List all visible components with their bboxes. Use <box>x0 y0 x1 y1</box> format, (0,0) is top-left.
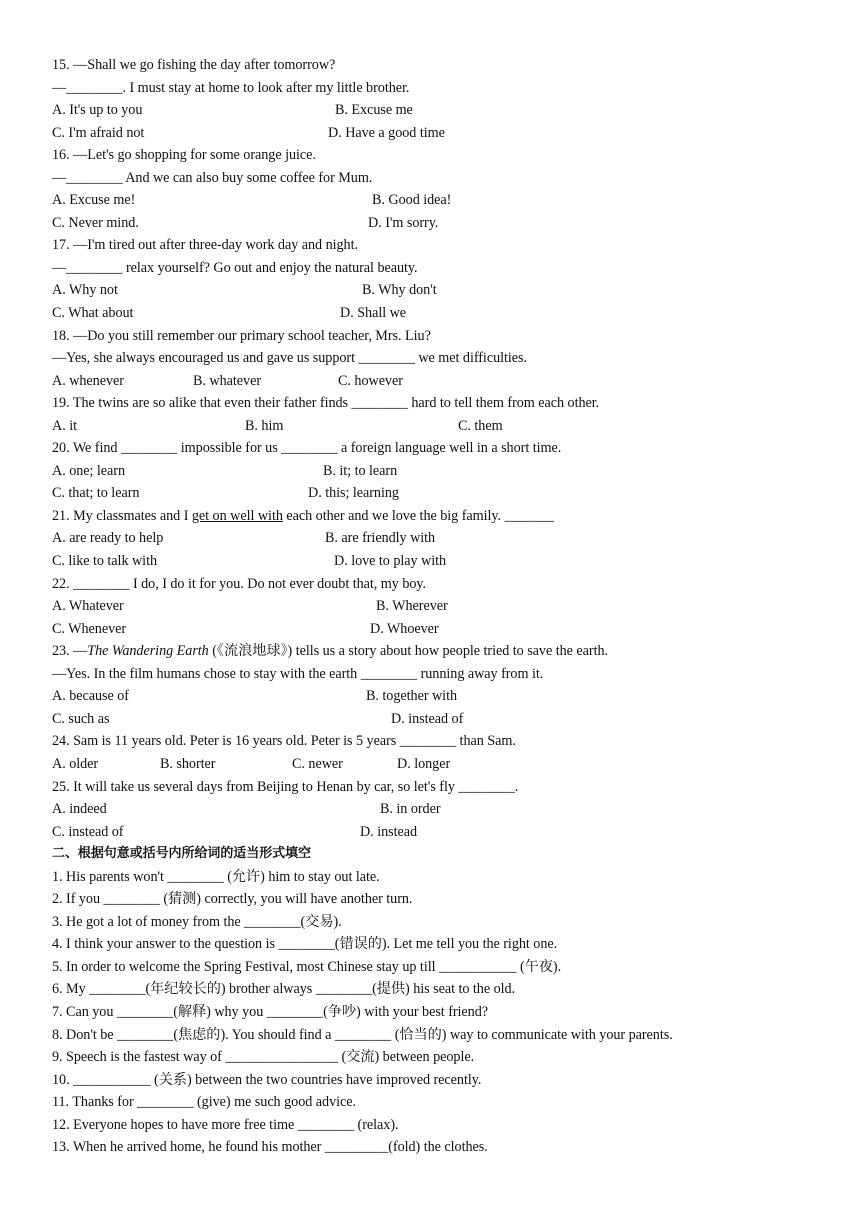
question-stem: 19. The twins are so alike that even their father finds ________ hard to tell them from each other. <box>52 395 600 412</box>
option-row <box>52 798 832 821</box>
option-row <box>52 122 832 145</box>
option-d: D. instead of <box>391 710 464 727</box>
option-c: C. I'm afraid not <box>52 124 145 141</box>
question-reply: —Yes. In the film humans chose to stay with the earth ________ running away from it. <box>52 665 544 682</box>
option-row <box>52 753 832 776</box>
option-b: B. Why don't <box>362 282 437 299</box>
option-a: A. older <box>52 755 99 772</box>
question-stem: 20. We find ________ impossible for us ________ a foreign language well in a short time. <box>52 440 562 457</box>
question-stem: 21. My classmates and I get on well with each other and we love the big family. _______ <box>52 507 554 524</box>
question-stem: 17. —I'm tired out after three-day work day and night. <box>52 237 358 254</box>
option-row <box>52 212 832 235</box>
option-d: D. longer <box>397 755 451 772</box>
option-c: C. such as <box>52 710 110 727</box>
option-b: B. whatever <box>193 372 261 389</box>
option-row <box>52 550 832 573</box>
option-c: C. Never mind. <box>52 214 139 231</box>
option-a: A. whenever <box>52 372 124 389</box>
fill-item: 8. Don't be ________(焦虑的). You should find a ________ (恰当的) way to communicate with your parents. <box>52 1026 673 1043</box>
option-row <box>52 685 832 708</box>
option-a: A. because of <box>52 688 129 705</box>
option-row <box>52 708 832 731</box>
question-stem: 23. —The Wandering Earth (《流浪地球》) tells us a story about how people tried to save the earth. <box>52 643 608 660</box>
option-b: B. him <box>245 417 284 434</box>
option-row <box>52 415 832 438</box>
fill-item: 1. His parents won't ________ (允许) him to stay out late. <box>52 868 380 885</box>
fill-item: 10. ___________ (关系) between the two countries have improved recently. <box>52 1071 482 1088</box>
question-stem: 15. —Shall we go fishing the day after tomorrow? <box>52 57 336 73</box>
fill-item: 7. Can you ________(解释) why you ________(争吵) with your best friend? <box>52 1003 489 1020</box>
option-b: B. Excuse me <box>335 102 413 119</box>
option-b: B. Wherever <box>376 598 448 615</box>
option-row <box>52 279 832 302</box>
option-c: C. Whenever <box>52 620 127 637</box>
fill-item: 4. I think your answer to the question is ________(错误的). Let me tell you the right one. <box>52 936 558 953</box>
option-row <box>52 527 832 550</box>
option-d: D. Shall we <box>340 305 407 322</box>
question-reply: —________. I must stay at home to look after my little brother. <box>52 79 410 96</box>
option-a: A. Why not <box>52 282 118 299</box>
question-stem: 18. —Do you still remember our primary school teacher, Mrs. Liu? <box>52 327 431 344</box>
option-d: D. Whoever <box>370 620 439 637</box>
option-row <box>52 302 832 325</box>
option-a: A. one; learn <box>52 462 126 479</box>
question-stem: 24. Sam is 11 years old. Peter is 16 years old. Peter is 5 years ________ than Sam. <box>52 733 516 750</box>
option-row <box>52 821 832 844</box>
worksheet <box>52 54 832 1159</box>
film-title: The Wandering Earth <box>87 643 209 660</box>
fill-item: 2. If you ________ (猜测) correctly, you will have another turn. <box>52 891 413 908</box>
option-a: A. indeed <box>52 801 107 818</box>
section-heading: 二、根据句意或括号内所给词的适当形式填空 <box>52 846 312 862</box>
question-reply: —________ And we can also buy some coffee for Mum. <box>52 169 373 186</box>
option-a: A. Whatever <box>52 598 124 615</box>
question-stem: 16. —Let's go shopping for some orange juice. <box>52 147 316 164</box>
option-a: A. are ready to help <box>52 530 164 547</box>
option-row <box>52 370 832 393</box>
fill-item: 11. Thanks for ________ (give) me such good advice. <box>52 1094 356 1111</box>
option-b: B. shorter <box>160 755 216 772</box>
option-row <box>52 460 832 483</box>
option-row <box>52 482 832 505</box>
option-b: B. are friendly with <box>325 530 436 547</box>
question-reply: —Yes, she always encouraged us and gave us support ________ we met difficulties. <box>52 350 528 367</box>
question-stem: 22. ________ I do, I do it for you. Do not ever doubt that, my boy. <box>52 575 427 592</box>
option-b: B. Good idea! <box>372 192 452 209</box>
fill-item: 6. My ________(年纪较长的) brother always ________(提供) his seat to the old. <box>52 981 516 998</box>
option-d: D. Have a good time <box>328 124 445 141</box>
fill-item: 5. In order to welcome the Spring Festival, most Chinese stay up till ___________ (午夜). <box>52 958 562 975</box>
option-d: D. this; learning <box>308 485 399 502</box>
fill-item: 13. When he arrived home, he found his mother _________(fold) the clothes. <box>52 1139 488 1156</box>
fill-item: 12. Everyone hopes to have more free time ________ (relax). <box>52 1116 399 1133</box>
option-c: C. instead of <box>52 823 124 840</box>
option-d: D. instead <box>360 823 418 840</box>
option-row <box>52 595 832 618</box>
option-b: B. it; to learn <box>323 462 398 479</box>
option-a: A. It's up to you <box>52 102 143 119</box>
option-b: B. together with <box>366 688 458 705</box>
option-c: C. like to talk with <box>52 553 158 570</box>
option-row <box>52 99 832 122</box>
option-row <box>52 618 832 641</box>
option-c: C. What about <box>52 305 134 322</box>
option-d: D. I'm sorry. <box>368 214 439 231</box>
option-d: D. love to play with <box>334 553 447 570</box>
fill-item: 9. Speech is the fastest way of ________________ (交流) between people. <box>52 1049 475 1066</box>
option-b: B. in order <box>380 801 441 818</box>
option-c: C. them <box>458 417 503 434</box>
option-a: A. Excuse me! <box>52 192 136 209</box>
option-a: A. it <box>52 417 77 434</box>
option-c: C. that; to learn <box>52 485 140 502</box>
fill-item: 3. He got a lot of money from the ________(交易). <box>52 913 342 930</box>
question-reply: —________ relax yourself? Go out and enjoy the natural beauty. <box>52 259 418 276</box>
question-stem: 25. It will take us several days from Beijing to Henan by car, so let's fly ________. <box>52 778 519 795</box>
option-c: C. however <box>338 372 403 389</box>
option-row <box>52 189 832 212</box>
option-c: C. newer <box>292 755 343 772</box>
underlined-phrase: get on well with <box>191 507 283 524</box>
